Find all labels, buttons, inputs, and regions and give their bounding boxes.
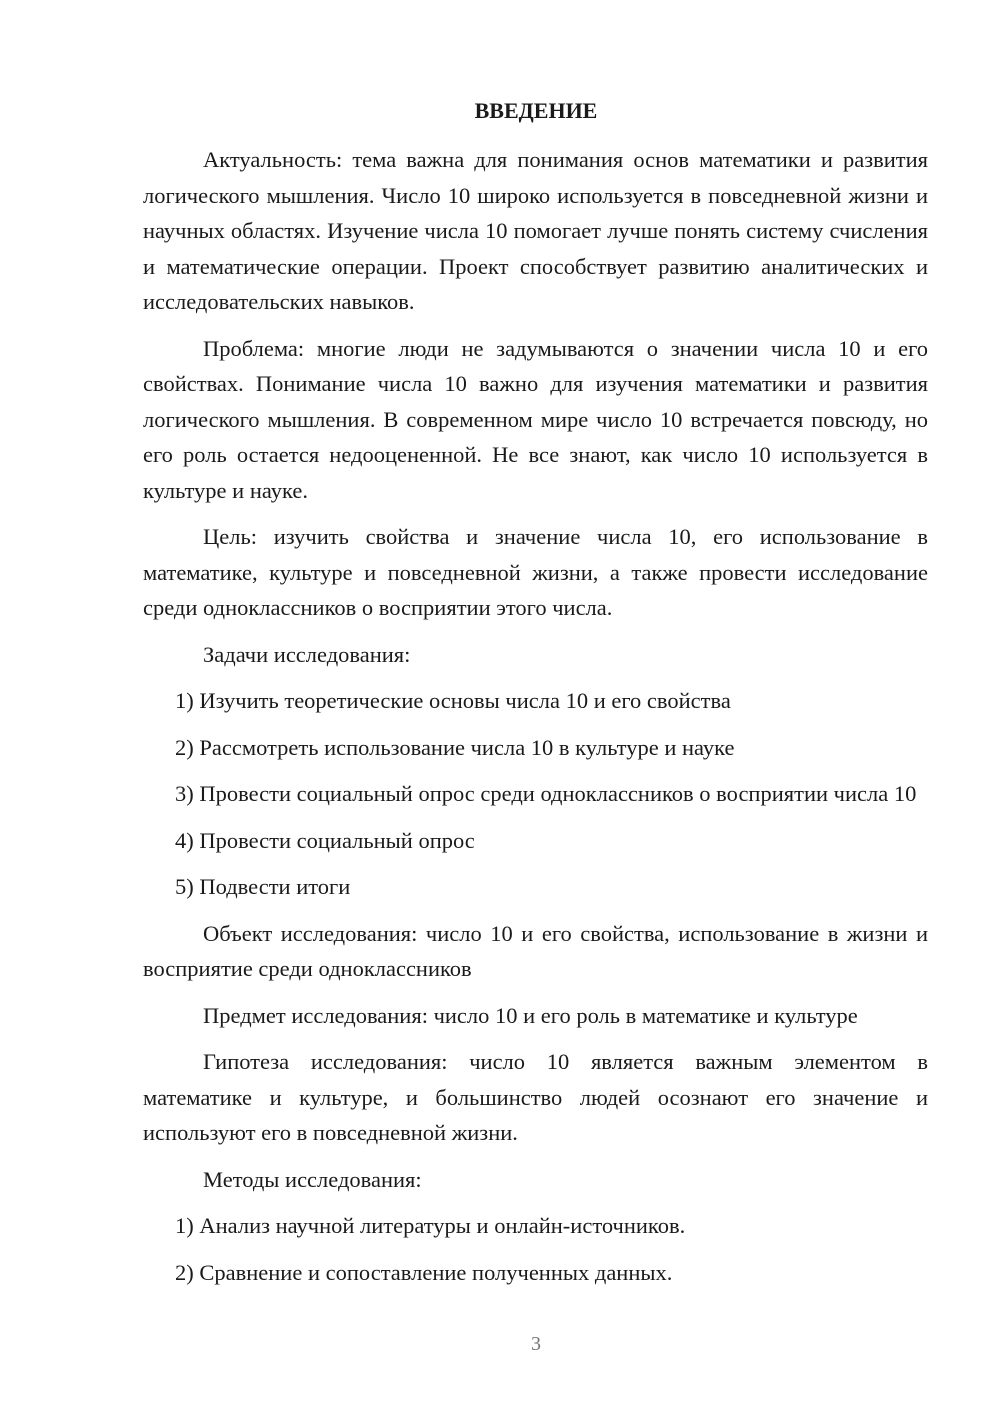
list-item-task-1: 1) Изучить теоретические основы числа 10 и его свойства (175, 688, 731, 713)
paragraph-tasks-heading: Задачи исследования: (203, 641, 411, 667)
list-item-task-5: 5) Подвести итоги (175, 874, 351, 899)
list-item-task-3: 3) Провести социальный опрос среди одноклассников о восприятии числа 10 (175, 781, 917, 806)
page-title: ВВЕДЕНИЕ (474, 98, 598, 123)
paragraph-hypothesis: Гипотеза исследования: число 10 является важным элементом в математике и культуре, и большинство людей осознают его значение и используют его в повседневной жизни. (143, 1049, 928, 1145)
list-item-task-4: 4) Провести социальный опрос (175, 827, 475, 853)
paragraph-subject: Предмет исследования: число 10 и его роль в математике и культуре (203, 1002, 858, 1028)
paragraph-relevance: Актуальность: тема важна для понимания основ математики и развития логического мышления. Число 10 широко используется в повседневной жизни и научных областях. Изучение числа 10 помогает лучше понять систему счисления и математические операции. Проект способствует развитию аналитических и исследовательских навыков. (143, 147, 928, 314)
document-body (143, 142, 928, 1301)
page-number: 3 (531, 1333, 541, 1355)
list-item-task-2: 2) Рассмотреть использование числа 10 в культуре и науке (175, 734, 735, 760)
paragraph-problem: Проблема: многие люди не задумываются о значении числа 10 и его свойствах. Понимание числа 10 важно для изучения математики и развития логического мышления. В современном мире число 10 встречается повсюду, но его роль остается недооцененной. Не все знают, как число 10 используется в культуре и науке. (143, 335, 928, 503)
paragraph-goal: Цель: изучить свойства и значение числа 10, его использование в математике, культуре и повседневной жизни, а также провести исследование среди одноклассников о восприятии этого числа. (143, 524, 928, 620)
paragraph-methods-heading: Методы исследования: (203, 1166, 422, 1192)
list-item-method-1: 1) Анализ научной литературы и онлайн-источников. (175, 1213, 686, 1238)
paragraph-object: Объект исследования: число 10 и его свойства, использование в жизни и восприятие среди одноклассников (143, 920, 928, 981)
list-item-method-2: 2) Сравнение и сопоставление полученных данных. (175, 1259, 673, 1285)
